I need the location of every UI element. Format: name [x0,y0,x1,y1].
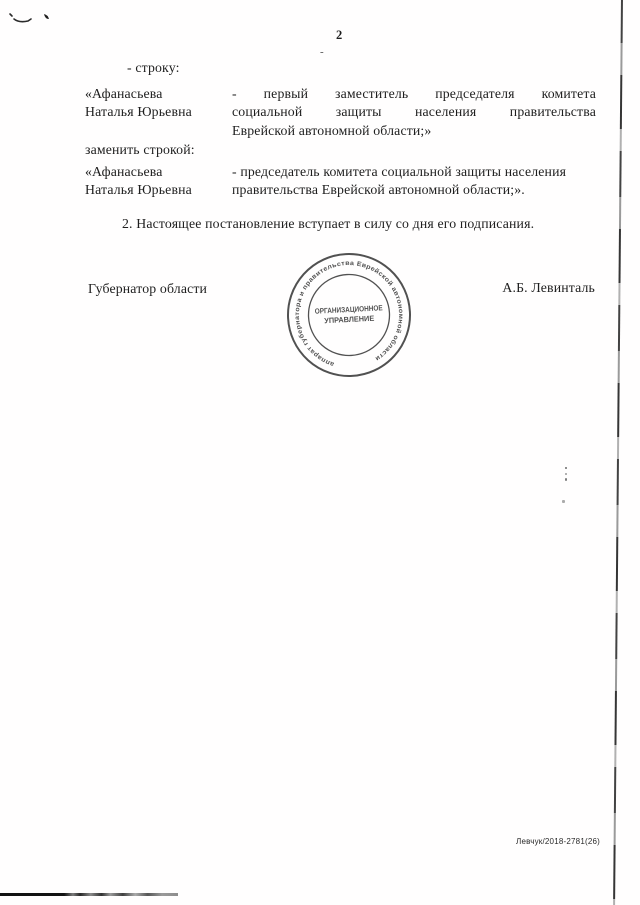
ink-dash: - [320,46,324,58]
signature-title: Губернатор области [88,281,208,296]
description-line: правительства Еврейской автономной области;». [232,182,525,198]
description-column [232,163,596,200]
name-line: Наталья Юрьевна [85,182,192,198]
paragraph-2: 2. Настоящее постановление вступает в силу со дня его подписания. [122,216,535,231]
intro-line: - строку: [127,60,180,75]
scan-speck [565,473,567,475]
entry-row-after [85,163,596,200]
stamp-center-text-line1: ОРГАНИЗАЦИОННОЕ [314,302,396,316]
name-column [85,163,232,200]
ink-mark [4,6,64,30]
description-line: - первый заместитель председателя комитета [232,86,596,101]
stamp-ring-text: аппарат губернатора и правительства Еврейской автономной области [293,259,405,368]
scan-speck [565,478,567,481]
footer-reference: Левчук/2018-2781(26) [516,837,600,846]
description-column [232,85,596,140]
description-line: - председатель комитета социальной защиты населения [232,164,567,179]
official-stamp [281,247,418,384]
stamp-center-text-line2: УПРАВЛЕНИЕ [324,313,377,326]
scan-speck [565,467,567,469]
description-line: Еврейской автономной области;» [232,122,432,138]
name-line: «Афанасьева [85,164,163,179]
name-line: Наталья Юрьевна [85,104,192,120]
signature-name: А.Б. Левинталь [502,280,595,295]
page-number: 2 [336,28,343,42]
name-column [85,85,232,140]
bottom-scan-line [0,893,178,896]
replace-line: заменить строкой: [85,142,195,157]
page-edge-line [613,0,623,905]
name-line: «Афанасьева [85,86,163,101]
entry-row-before [85,85,596,140]
scan-speck [562,500,565,503]
description-line: социальной защиты населения правительства [232,104,596,120]
